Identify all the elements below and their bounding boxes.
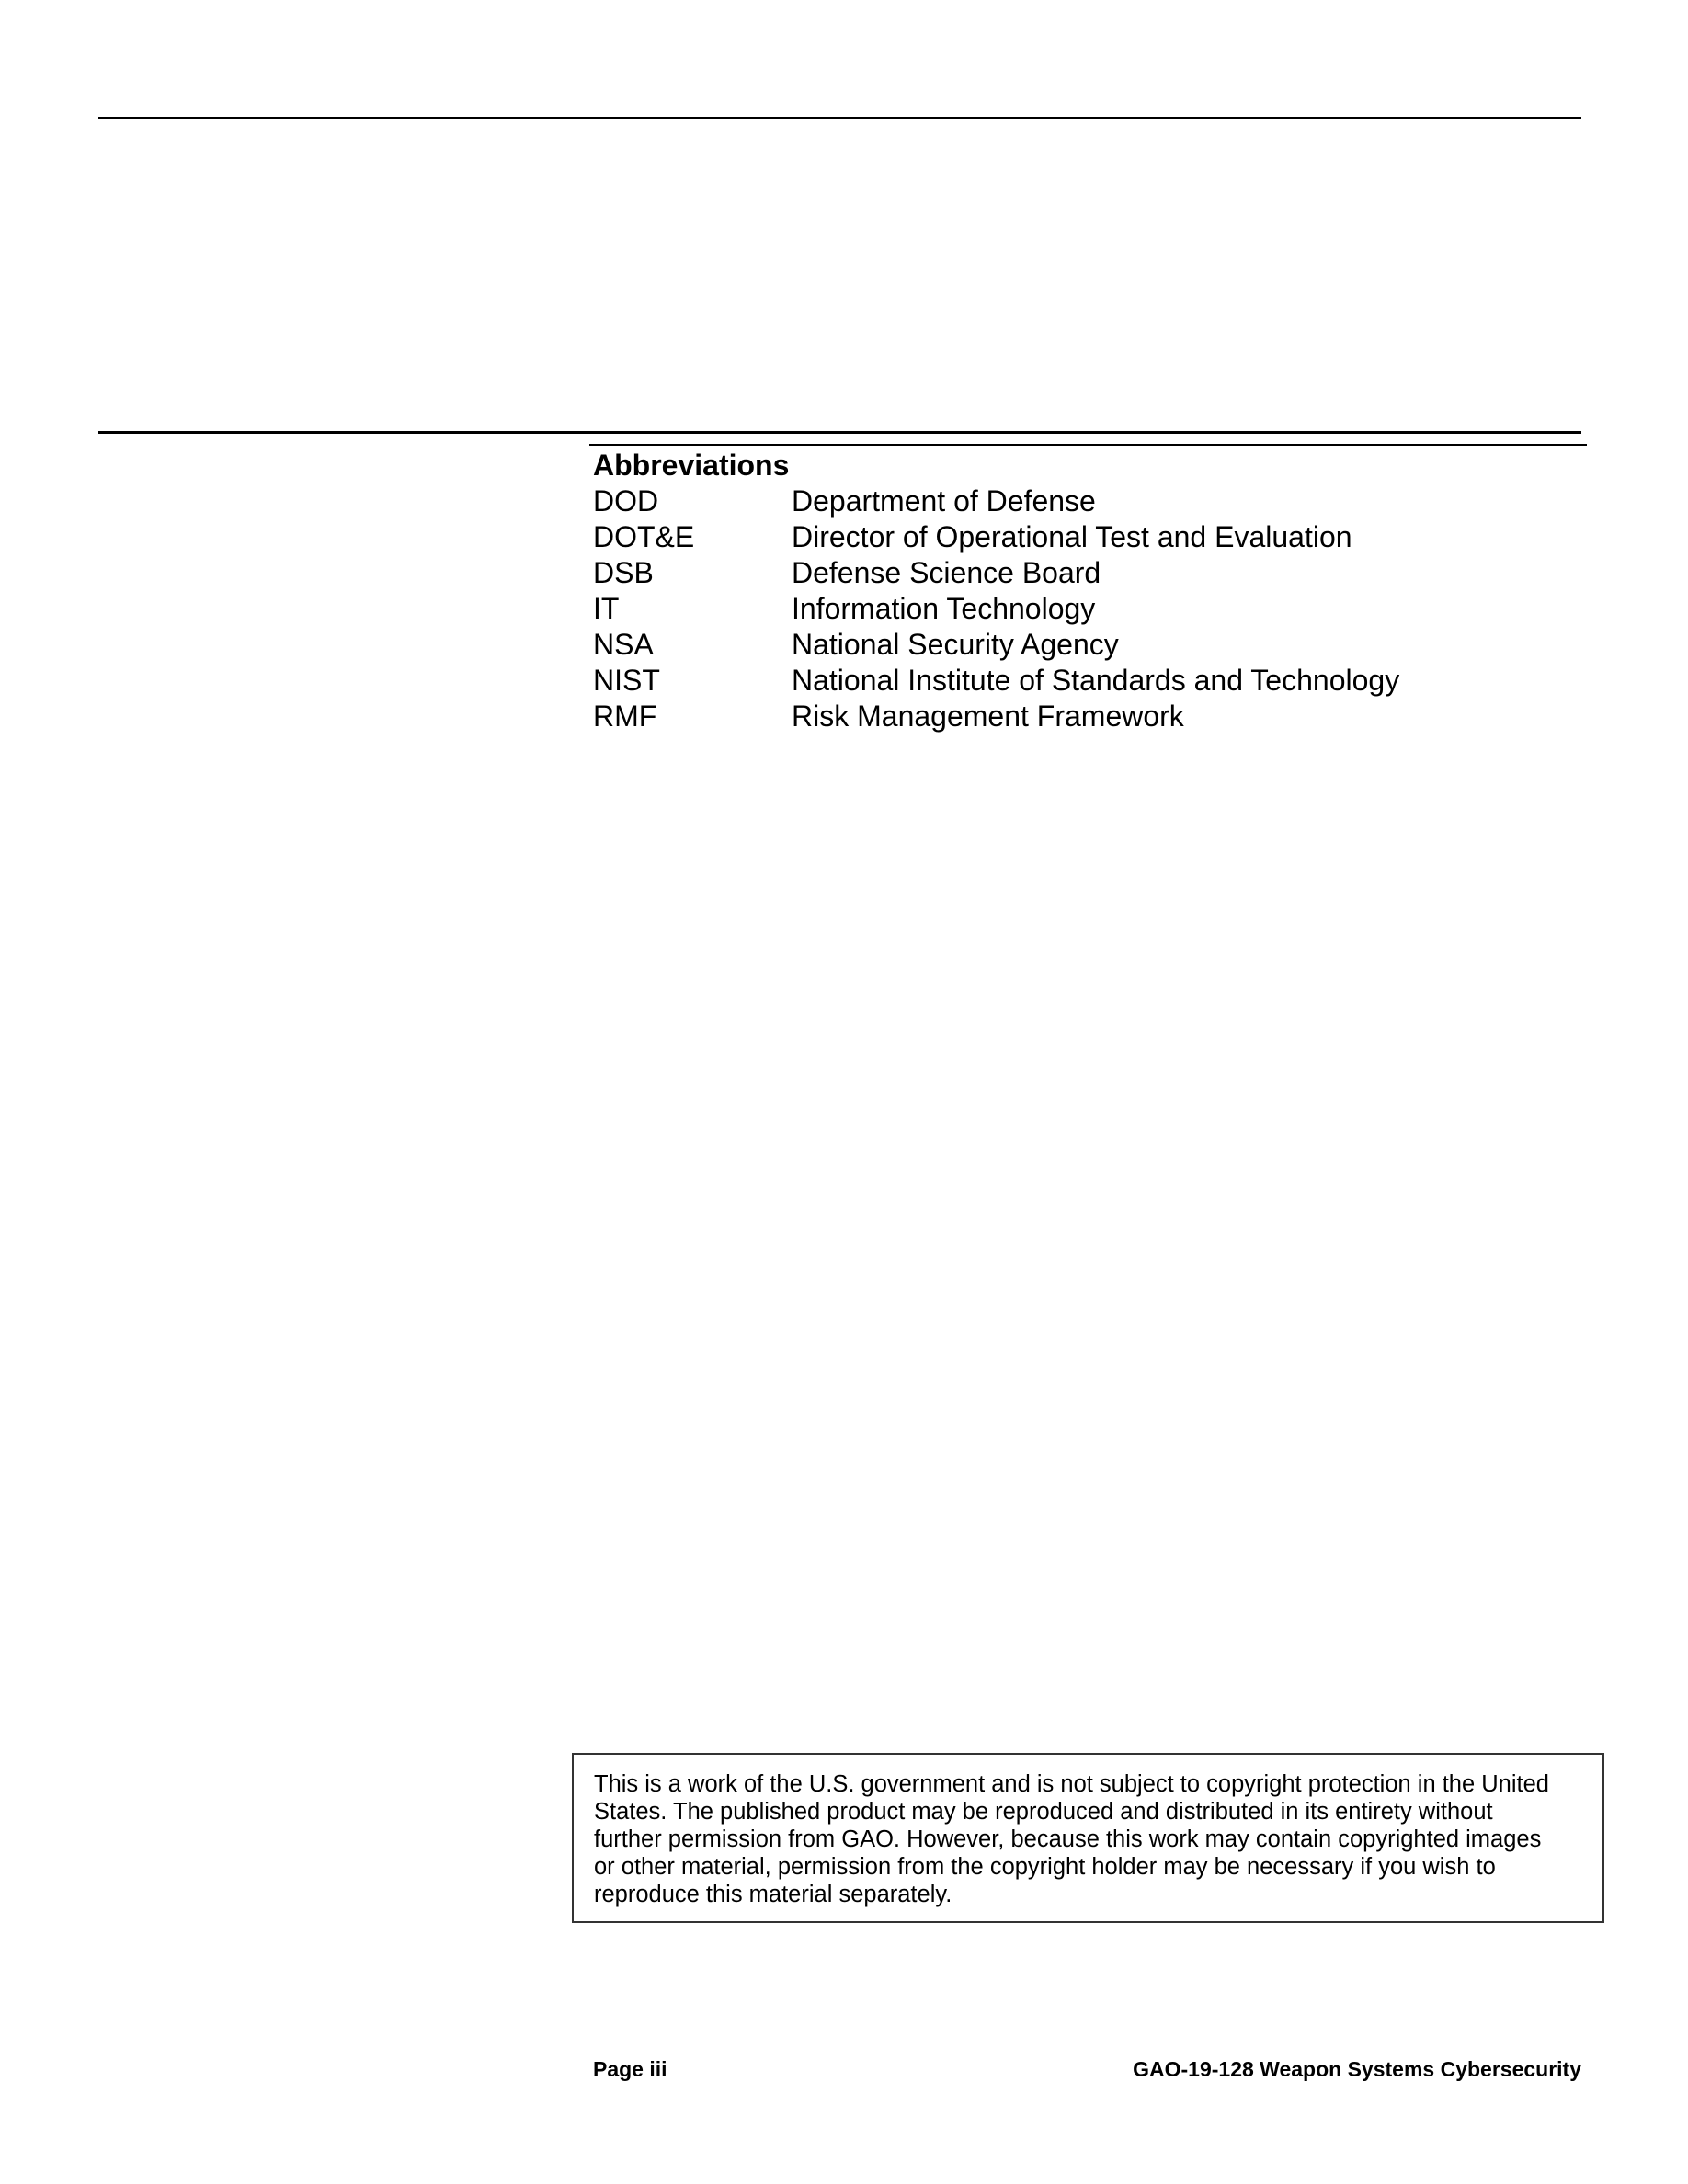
top-rule [98, 117, 1581, 119]
abbreviation-row [593, 519, 1586, 555]
abbreviation-row [593, 591, 1586, 627]
abbreviations-rule [589, 444, 1587, 446]
abbreviation-row [593, 483, 1586, 519]
abbreviation-definition: National Security Agency [792, 628, 1119, 661]
abbreviation-row [593, 555, 1586, 591]
page-number: Page iii [593, 2057, 667, 2081]
abbreviation-row [593, 627, 1586, 663]
abbreviations-heading: Abbreviations [593, 449, 790, 482]
abbreviation-definition: National Institute of Standards and Technology [792, 664, 1400, 697]
abbreviation-definition: Director of Operational Test and Evaluation [792, 520, 1352, 553]
abbreviation-row [593, 663, 1586, 699]
abbreviations-section [593, 447, 1586, 734]
abbreviation-definition: Defense Science Board [792, 556, 1101, 589]
copyright-notice-text: This is a work of the U.S. government and is not subject to copyright protection in the United States. The published product may be reproduced and distributed in its entirety without further permission from GAO. However, because this work may contain copyrighted images or other material, permission from the copyright holder may be necessary if you wish to reproduce this material separately. [594, 1771, 1549, 1907]
copyright-notice-box [572, 1753, 1604, 1923]
abbreviation-term: NSA [593, 628, 654, 661]
section-rule [98, 431, 1581, 434]
abbreviation-definition: Information Technology [792, 592, 1096, 625]
abbreviation-definition: Department of Defense [792, 484, 1096, 518]
report-title: GAO-19-128 Weapon Systems Cybersecurity [1133, 2057, 1581, 2081]
abbreviation-term: IT [593, 592, 620, 625]
abbreviation-term: RMF [593, 700, 657, 733]
abbreviation-row [593, 699, 1586, 734]
abbreviation-term: DSB [593, 556, 654, 589]
abbreviation-term: DOD [593, 484, 659, 518]
abbreviation-term: NIST [593, 664, 660, 697]
abbreviation-definition: Risk Management Framework [792, 700, 1184, 733]
abbreviation-term: DOT&E [593, 520, 695, 553]
